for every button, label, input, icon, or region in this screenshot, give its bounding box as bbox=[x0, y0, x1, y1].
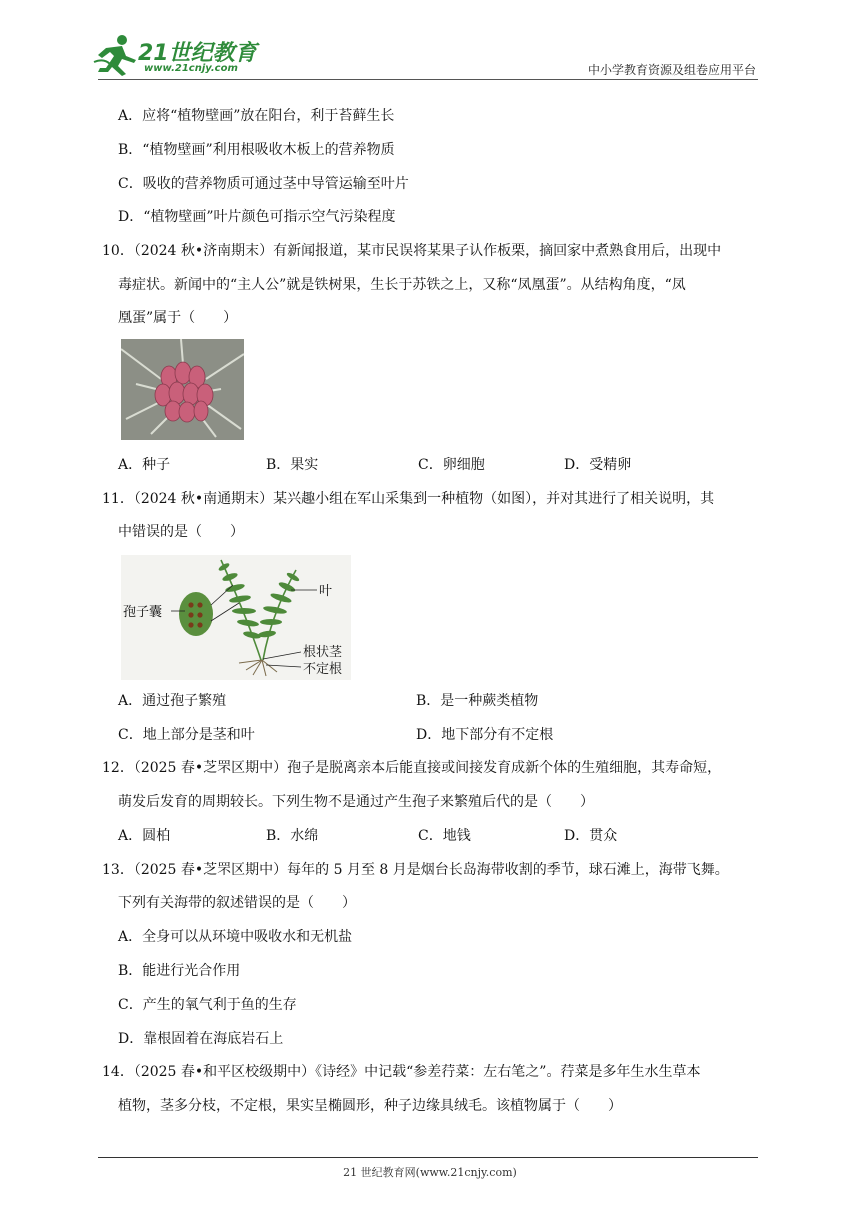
q12-option-b: B．水绵 bbox=[266, 828, 319, 844]
q10-option-b: B．果实 bbox=[266, 457, 319, 473]
q10-stem-line-1: 10．（2024 秋•济南期末）有新闻报道，某市民误将某果子认作板栗，摘回家中煮熟食用后，出现中 bbox=[102, 243, 722, 259]
q11-option-d: D．地下部分有不定根 bbox=[416, 727, 554, 743]
q14-stem-line-2: 植物，茎多分枝，不定根，果实呈椭圆形，种子边缘具绒毛。该植物属于（ ） bbox=[118, 1098, 622, 1114]
q11-option-a: A．通过孢子繁殖 bbox=[118, 693, 227, 709]
q12-stem-line-1: 12．（2025 春•芝罘区期中）孢子是脱离亲本后能直接或间接发育成新个体的生殖细胞，其寿命短， bbox=[102, 760, 722, 776]
q11-option-c: C．地上部分是茎和叶 bbox=[118, 727, 255, 743]
cycad-seed-photo bbox=[121, 339, 244, 440]
q12-options bbox=[118, 826, 617, 846]
q10-option-c: C．卵细胞 bbox=[418, 457, 485, 473]
q9-option-a: A．应将“植物壁画”放在阳台，利于苔藓生长 bbox=[118, 108, 395, 124]
rhizome-label: 根状茎 bbox=[303, 645, 343, 660]
q11-stem-line-1: 11．（2024 秋•南通期末）某兴趣小组在军山采集到一种植物（如图），并对其进行了相关说明，其 bbox=[102, 491, 715, 507]
leaf-label: 叶 bbox=[319, 584, 333, 599]
header-divider bbox=[98, 79, 758, 80]
site-logo[interactable] bbox=[92, 30, 262, 80]
runner-logo-icon bbox=[92, 32, 138, 76]
q12-option-a: A．圆柏 bbox=[118, 828, 171, 844]
q14-stem-line-1: 14．（2025 春•和平区校级期中）《诗经》中记载“参差荇菜：左右笔之”。荇菜是多年生水生草本 bbox=[102, 1064, 701, 1080]
logo-text: 21世纪教育 bbox=[138, 41, 257, 66]
footer-text[interactable]: 21 世纪教育网(www.21cnjy.com) bbox=[343, 1166, 517, 1179]
q12-option-c: C．地钱 bbox=[418, 828, 471, 844]
footer-divider bbox=[98, 1157, 758, 1158]
q9-option-d: D．“植物壁画”叶片颜色可指示空气污染程度 bbox=[118, 209, 396, 225]
q13-option-b: B．能进行光合作用 bbox=[118, 963, 241, 979]
q11-option-b: B．是一种蕨类植物 bbox=[416, 693, 539, 709]
adventitious-root-label: 不定根 bbox=[303, 662, 343, 677]
fern-diagram bbox=[121, 555, 351, 680]
q13-option-c: C．产生的氧气利于鱼的生存 bbox=[118, 997, 297, 1013]
q11-stem-line-2: 中错误的是（ ） bbox=[118, 524, 244, 540]
q9-option-b: B．“植物壁画”利用根吸收木板上的营养物质 bbox=[118, 142, 395, 158]
q12-stem-line-2: 萌发后发育的周期较长。下列生物不是通过产生孢子来繁殖后代的是（ ） bbox=[118, 794, 594, 810]
q10-stem-line-3: 凰蛋”属于（ ） bbox=[118, 310, 238, 326]
q12-option-d: D．贯众 bbox=[564, 828, 618, 844]
q10-stem-line-2: 毒症状。新闻中的“主人公”就是铁树果，生长于苏铁之上，又称“凤凰蛋”。从结构角度，“凤 bbox=[118, 277, 686, 293]
q13-option-a: A．全身可以从环境中吸收水和无机盐 bbox=[118, 929, 353, 945]
logo-url: www.21cnjy.com bbox=[144, 63, 238, 74]
q10-options bbox=[118, 455, 631, 475]
q13-stem-line-2: 下列有关海带的叙述错误的是（ ） bbox=[118, 895, 356, 911]
q13-option-d: D．靠根固着在海底岩石上 bbox=[118, 1031, 284, 1047]
q10-option-d: D．受精卵 bbox=[564, 457, 632, 473]
platform-title: 中小学教育资源及组卷应用平台 bbox=[587, 63, 756, 77]
sporangium-label: 孢子囊 bbox=[123, 605, 163, 620]
q13-stem-line-1: 13．（2025 春•芝罘区期中）每年的 5 月至 8 月是烟台长岛海带收割的季节，球石滩上，海带飞舞。 bbox=[102, 862, 729, 878]
q9-option-c: C．吸收的营养物质可通过茎中导管运输至叶片 bbox=[118, 176, 409, 192]
q10-option-a: A．种子 bbox=[118, 457, 171, 473]
